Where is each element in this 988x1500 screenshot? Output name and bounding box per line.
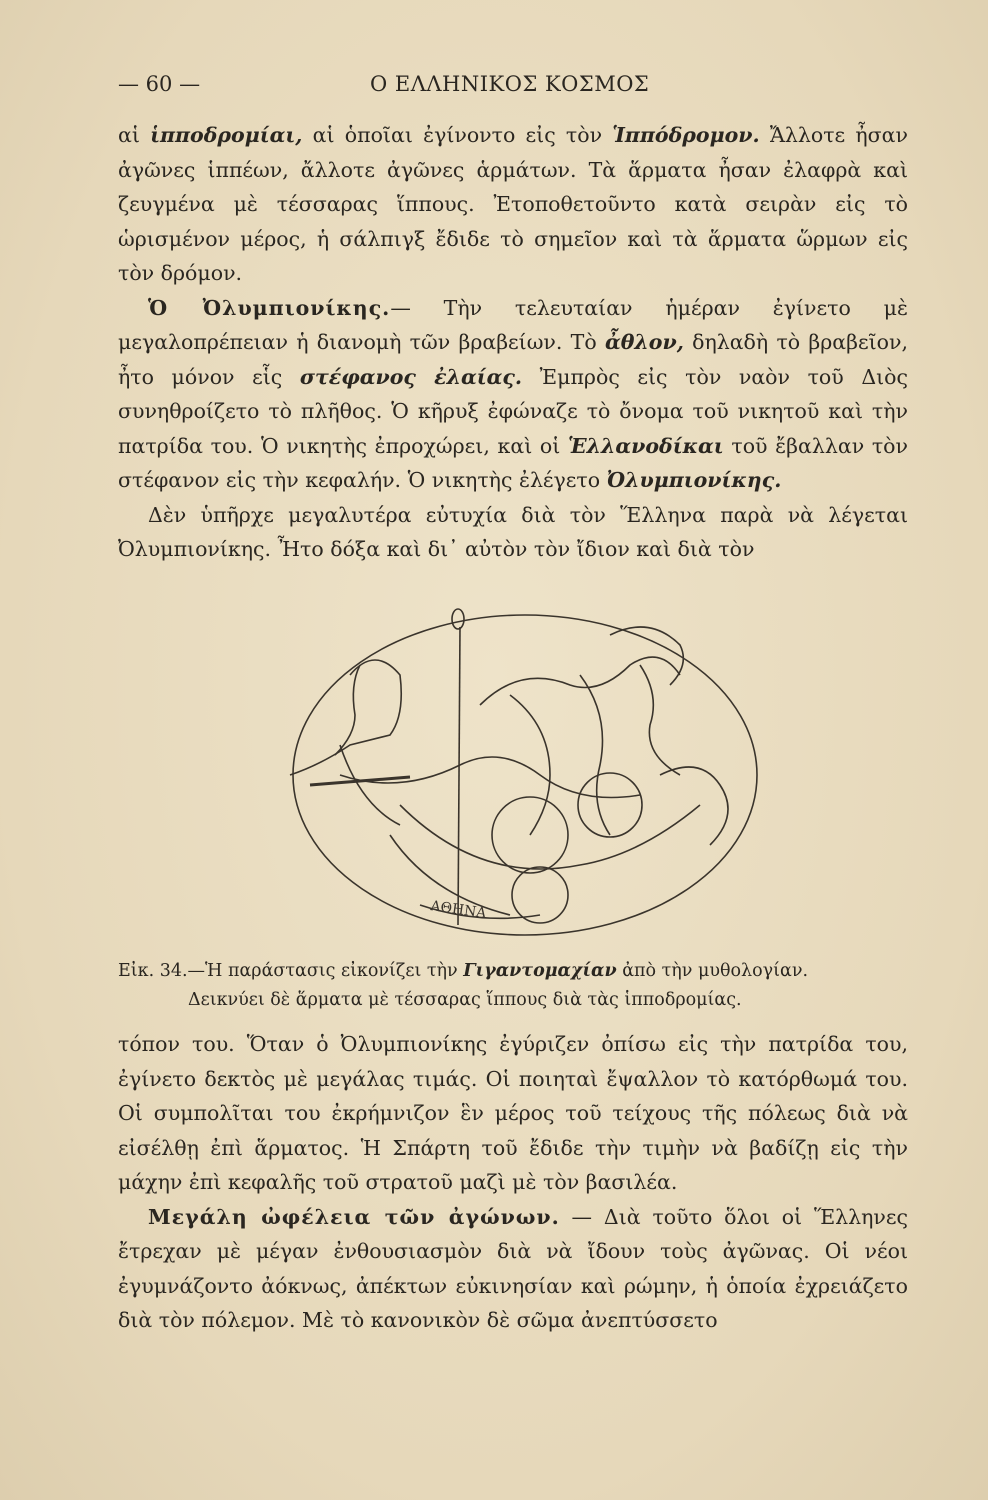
section-heading: Ὁ Ὀλυμπιονίκης. bbox=[148, 295, 391, 320]
paragraph-return-home: τόπον του. Ὅταν ὁ Ὀλυμπιονίκης ἐγύριζεν ὀπίσω εἰς τὴν πατρίδα του, ἐγίνετο δεκτὸς μὲ μεγάλας τιμάς. Οἱ ποιηταὶ ἔψαλλον τὸ κατόρθωμά του. Οἱ συμπολῖται του ἐκρήμνιζον ἓν μέρος τοῦ τείχους τῆς πόλεως διὰ νὰ εἰσέλθῃ ἐπὶ ἅρματος. Ἡ Σπάρτη τοῦ ἔδιδε τὴν τιμὴν νὰ βαδίζῃ εἰς τὴν μάχην ἐπὶ κεφαλῆς τοῦ στρατοῦ μαζὶ μὲ τὸν βασιλέα. bbox=[118, 1032, 908, 1194]
running-title: Ο ΕΛΛΗΝΙΚΟΣ ΚΟΣΜΟΣ bbox=[370, 72, 650, 96]
page-number: — 60 — bbox=[118, 72, 201, 96]
text-block-bottom bbox=[118, 1027, 908, 1338]
figure-caption bbox=[118, 957, 908, 1015]
gigantomachy-illustration bbox=[280, 605, 780, 950]
section-heading-benefit: Μεγάλη ὠφέλεια τῶν ἀγώνων. bbox=[148, 1204, 560, 1229]
figure-inscription: ΑΘΗΝΑ bbox=[429, 898, 488, 922]
paragraph-benefit: Μεγάλη ὠφέλεια τῶν ἀγώνων. — Διὰ τοῦτο ὅλοι οἱ Ἕλληνες ἔτρεχαν μὲ μέγαν ἐνθουσιασμὸν διὰ νὰ ἴδουν τοὺς ἀγῶνας. Οἱ νέοι ἐγυμνάζοντο ἀόκνως, ἀπέκτων εὐκινησίαν καὶ ρώμην, ἡ ὁποία ἐχρειάζετο διὰ τὸν πόλεμον. Μὲ τὸ κανονικὸν δὲ σῶμα ἀνεπτύσσετο bbox=[118, 1204, 908, 1332]
paragraph-olympionikis: Ὁ Ὀλυμπιονίκης.— Τὴν τελευταίαν ἡμέραν ἐγίνετο μὲ μεγαλοπρέπειαν ἡ διανομὴ τῶν βραβείων. Τὸ ἆθλον, δηλαδὴ τὸ βραβεῖον, ἦτο μόνον εἷς στέφανος ἐλαίας. Ἐμπρὸς εἰς τὸν ναὸν τοῦ Διὸς συνηθροίζετο τὸ πλῆθος. Ὁ κῆρυξ ἐφώναζε τὸ ὄνομα τοῦ νικητοῦ καὶ τὴν πατρίδα του. Ὁ νικητὴς ἐπροχώρει, καὶ οἱ Ἑλλανοδίκαι τοῦ ἔβαλλαν τὸν στέφανον εἰς τὴν κεφαλήν. Ὁ νικητὴς ἐλέγετο Ὀλυμπιονίκης. bbox=[118, 295, 908, 492]
caption-line-2: Δεικνύει δὲ ἅρματα μὲ τέσσαρας ἵππους διὰ τὰς ἱπποδρομίας. bbox=[188, 990, 742, 1010]
text-block-top bbox=[118, 118, 908, 567]
paragraph-glory: Δὲν ὑπῆρχε μεγαλυτέρα εὐτυχία διὰ τὸν Ἕλληνα παρὰ νὰ λέγεται Ὀλυμπιονίκης. Ἦτο δόξα καὶ δι᾽ αὐτὸν τὸν ἴδιον καὶ διὰ τὸν bbox=[118, 502, 908, 561]
caption-label: Εἰκ. 34. bbox=[118, 961, 188, 981]
caption-line-1: Εἰκ. 34.—Ἡ παράστασις εἰκονίζει τὴν Γιγαντομαχίαν ἀπὸ τὴν μυθολογίαν. bbox=[118, 961, 809, 981]
paragraph-hippodromes: αἱ ἱπποδρομίαι, αἱ ὁποῖαι ἐγίνοντο εἰς τὸν Ἱππόδρομον. Ἄλλοτε ἦσαν ἀγῶνες ἱππέων, ἄλλοτε ἀγῶνες ἁρμάτων. Τὰ ἅρματα ἦσαν ἐλαφρὰ καὶ ζευγμένα μὲ τέσσαρας ἵππους. Ἐτοποθετοῦντο κατὰ σειρὰν εἰς τὸ ὡρισμένον μέρος, ἡ σάλπιγξ ἔδιδε τὸ σημεῖον καὶ τὰ ἅρματα ὥρμων εἰς τὸν δρόμον. bbox=[118, 123, 908, 285]
